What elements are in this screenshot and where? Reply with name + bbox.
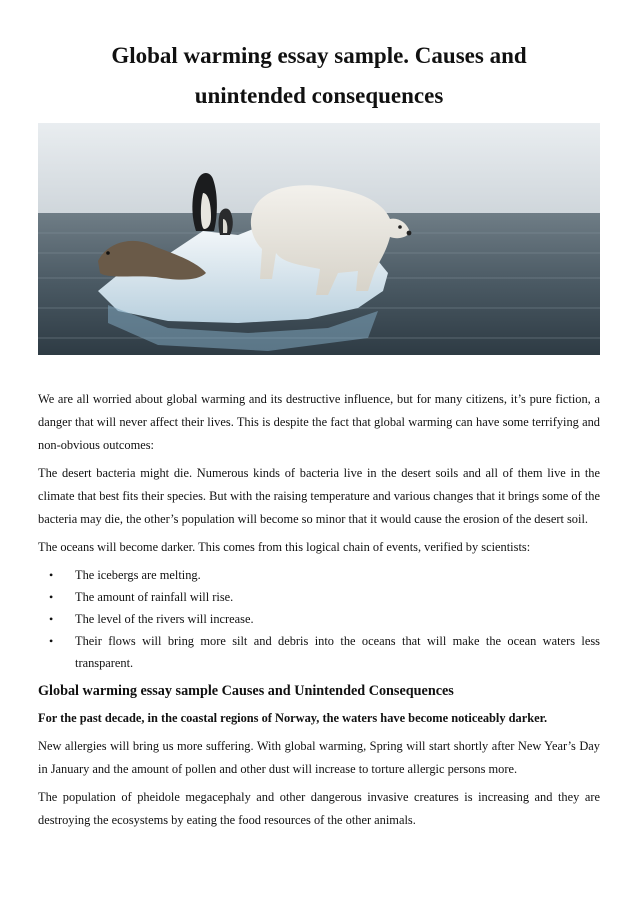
title-line-2: unintended consequences xyxy=(194,83,444,108)
bullet-icon: • xyxy=(49,612,54,626)
bullet-item xyxy=(49,630,600,674)
bullet-icon: • xyxy=(49,634,54,648)
bullet-icon: • xyxy=(49,568,54,582)
intro-paragraph: We are all worried about global warming and its destructive influence, but for many citizens, it’s pure fiction, a danger that will never affect their lives. This is despite the fact that global warming can have some terrifying and non-obvious outcomes: xyxy=(38,392,600,452)
bullet-text: Their flows will bring more silt and debris into the oceans that will make the ocean waters less transparent. xyxy=(75,634,600,670)
norway-bold-paragraph: For the past decade, in the coastal regions of Norway, the waters have become noticeably darker. xyxy=(38,711,548,725)
bacteria-paragraph: The desert bacteria might die. Numerous kinds of bacteria live in the desert soils and all of them live in the climate that best fits their species. But with the raising temperature and various changes that it brings some of the bacteria may die, the other’s population will become so minor that it would cause the erosion of the desert soil. xyxy=(38,466,600,526)
polar-bear-iceberg-photo xyxy=(38,123,600,355)
essay-body xyxy=(38,388,600,837)
oceans-paragraph: The oceans will become darker. This comes from this logical chain of events, verified by scientists: xyxy=(38,540,531,554)
allergies-paragraph: New allergies will bring us more suffering. With global warming, Spring will start shortly after New Year’s Day in January and the amount of pollen and other dust will increase to torture allergic persons more. xyxy=(38,739,600,776)
bullet-icon: • xyxy=(49,590,54,604)
title-line-1: Global warming essay sample. Causes and xyxy=(111,43,527,68)
pheidole-paragraph: The population of pheidole megacephaly and other dangerous invasive creatures is increasing and they are destroying the ecosystems by eating the food resources of the other animals. xyxy=(38,790,600,827)
bullet-item xyxy=(49,608,600,630)
bullet-text: The icebergs are melting. xyxy=(75,568,201,582)
bullet-text: The level of the rivers will increase. xyxy=(75,612,254,626)
section-subheading: Global warming essay sample Causes and Unintended Consequences xyxy=(38,683,454,699)
bullet-item xyxy=(49,586,600,608)
bullet-item xyxy=(49,564,600,586)
document-title xyxy=(40,36,598,116)
bullet-text: The amount of rainfall will rise. xyxy=(75,590,234,604)
oceans-bullet-list xyxy=(38,564,600,674)
